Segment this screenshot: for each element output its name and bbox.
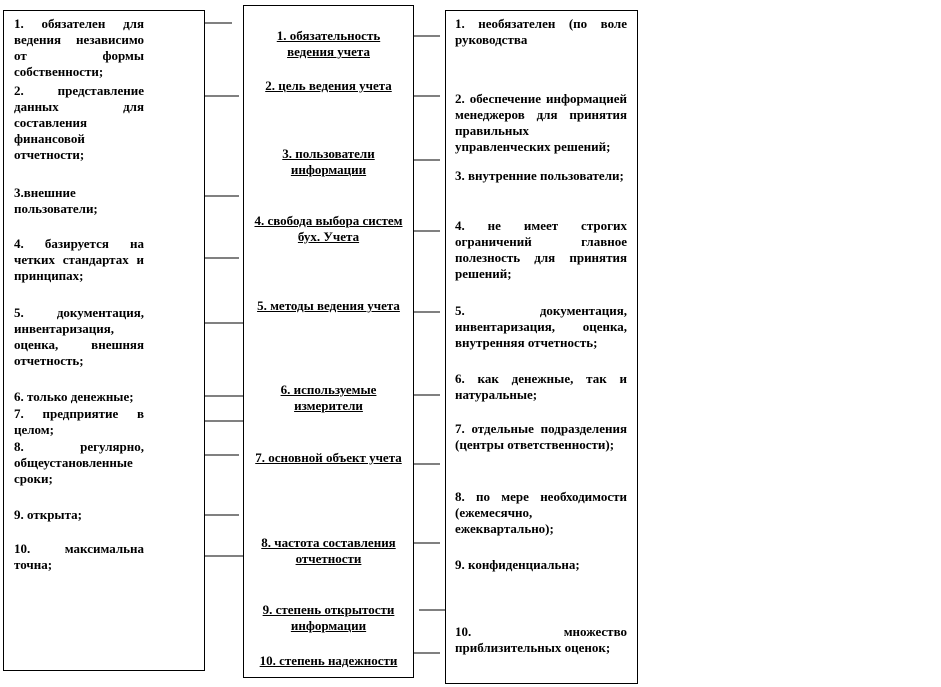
criterion-7: 7. основной объект учета bbox=[255, 450, 402, 465]
criterion-4: 4. свобода выбора систем бух. Учета bbox=[254, 213, 403, 244]
left-item-7: 7. предприятие в целом; bbox=[14, 406, 144, 437]
left-item-6: 6. только денежные; bbox=[14, 389, 134, 404]
left-item-4: 4. базируется на четких стандартах и принципах; bbox=[14, 236, 144, 283]
criterion-3: 3. пользователи информации bbox=[282, 146, 375, 177]
right-item-7: 7. отдельные подразделения (центры ответственности); bbox=[455, 421, 627, 452]
left-item-5: 5. документация, инвентаризация, оценка, внешняя отчетность; bbox=[14, 305, 144, 368]
left-item-10: 10. максимальна точна; bbox=[14, 541, 144, 572]
criterion-1: 1. обязательность ведения учета bbox=[276, 28, 381, 59]
right-item-4: 4. не имеет строгих ограничений главное полезность для принятия решений; bbox=[455, 218, 627, 281]
criterion-10: 10. степень надежности bbox=[259, 653, 398, 668]
left-item-2: 2. представление данных для составления финансовой отчетности; bbox=[14, 83, 144, 162]
left-item-8: 8. регулярно, общеустановленные сроки; bbox=[14, 439, 144, 486]
criterion-9: 9. степень открытости информации bbox=[262, 602, 395, 633]
criterion-6: 6. используемые измерители bbox=[280, 382, 377, 413]
right-item-6: 6. как денежные, так и натуральные; bbox=[455, 371, 627, 402]
left-item-3: 3.внешние пользователи; bbox=[14, 185, 98, 216]
right-item-9: 9. конфиденциальна; bbox=[455, 557, 580, 572]
right-item-1: 1. необязателен (по воле руководства bbox=[455, 16, 627, 47]
right-item-3: 3. внутренние пользователи; bbox=[455, 168, 624, 183]
right-item-5: 5. документация, инвентаризация, оценка, внутренняя отчетность; bbox=[455, 303, 627, 350]
right-item-10: 10. множество приблизительных оценок; bbox=[455, 624, 627, 655]
left-item-9: 9. открыта; bbox=[14, 507, 82, 522]
left-item-1: 1. обязателен для ведения независимо от формы собственности; bbox=[14, 16, 144, 79]
criterion-2: 2. цель ведения учета bbox=[265, 78, 392, 93]
criterion-5: 5. методы ведения учета bbox=[257, 298, 400, 313]
right-item-2: 2. обеспечение информацией менеджеров для принятия правильных управленческих решений; bbox=[455, 91, 627, 154]
right-item-8: 8. по мере необходимости (ежемесячно, ежеквартально); bbox=[455, 489, 627, 536]
criterion-8: 8. частота составления отчетности bbox=[261, 535, 396, 566]
